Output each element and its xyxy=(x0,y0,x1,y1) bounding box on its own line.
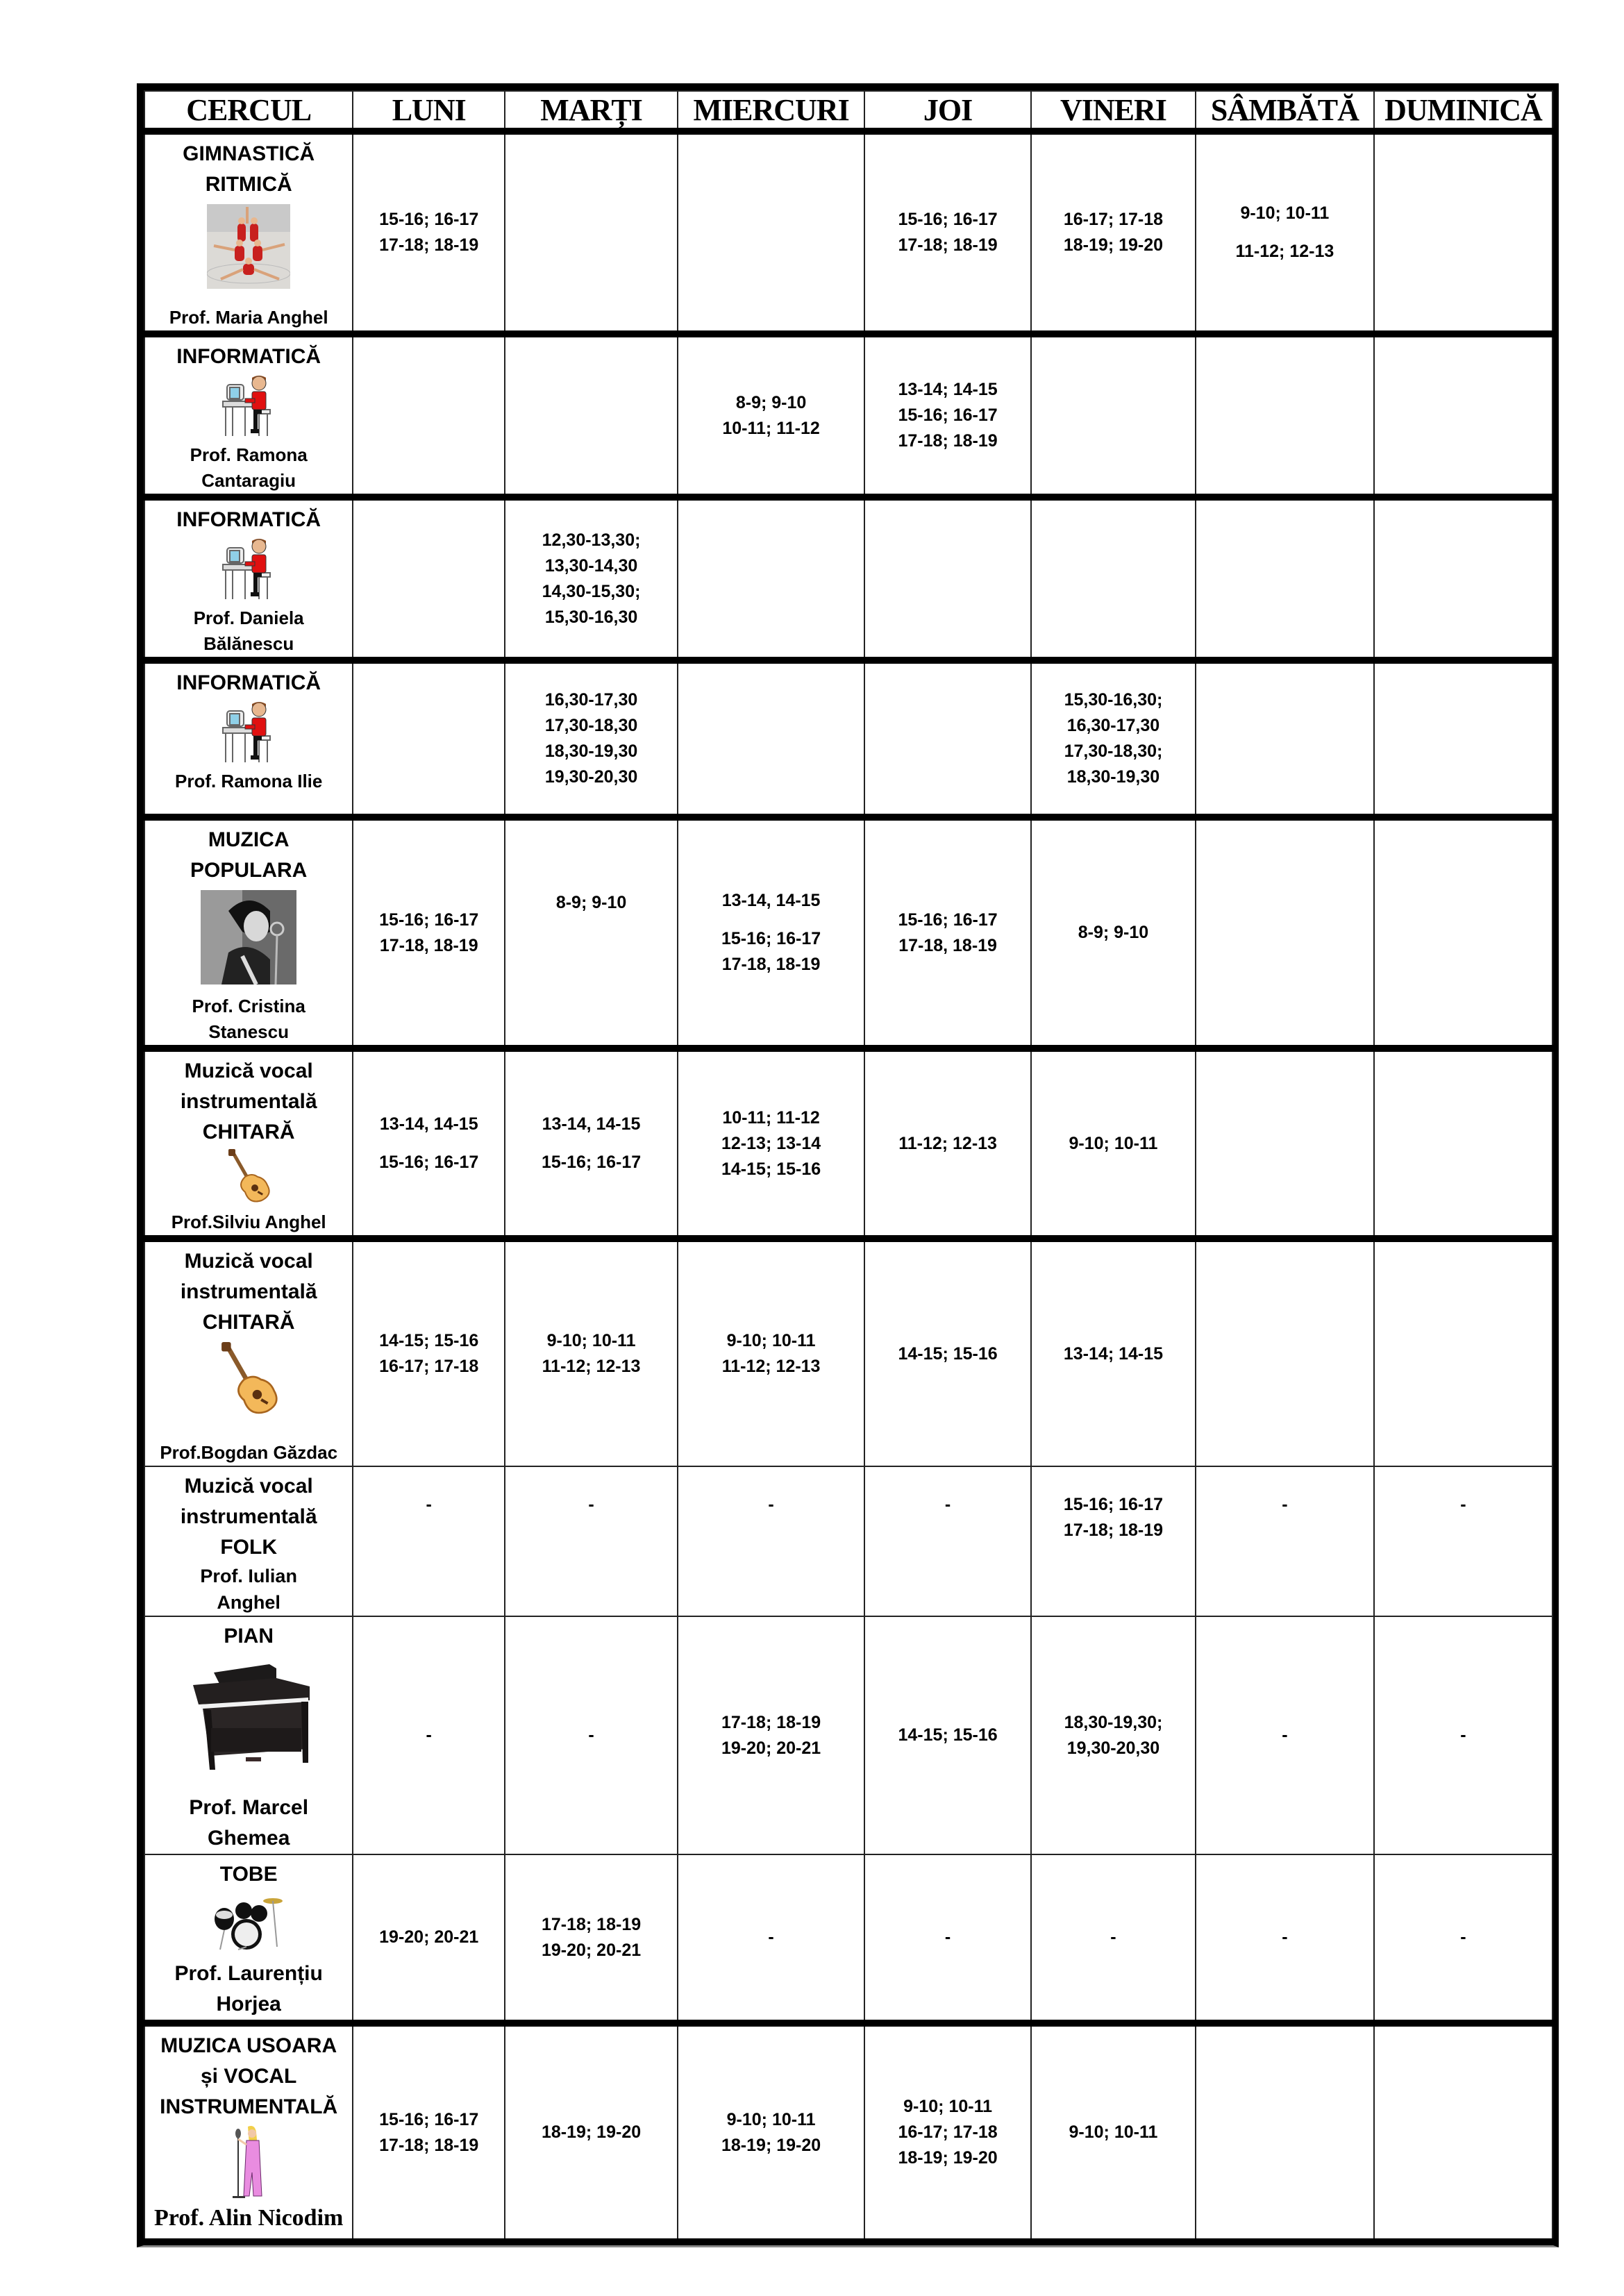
time-slot: 16-17; 17-18 xyxy=(1063,210,1164,229)
time-slot: 9-10; 10-11 xyxy=(726,1331,816,1350)
time-slot: 19-20; 20-21 xyxy=(541,1940,642,1960)
circle-cell xyxy=(144,334,353,497)
time-slot: 15-16; 16-17 xyxy=(379,910,479,930)
circle-title: instrumentală xyxy=(180,1090,317,1113)
slot-cell-duminica xyxy=(1374,1854,1552,2023)
time-slot: - xyxy=(588,1495,594,1514)
gymnastics-photo xyxy=(145,204,352,292)
guitar-icon xyxy=(145,1149,352,1208)
circle-cell xyxy=(144,2023,353,2242)
slot-cell-sambata xyxy=(1196,1466,1374,1616)
drums-photo xyxy=(145,1891,352,1957)
time-slot: 17,30-18,30; xyxy=(1064,741,1163,761)
circle-title: Muzică vocal xyxy=(184,1059,313,1082)
time-slot: - xyxy=(426,1495,432,1514)
time-slot: 13-14, 14-15 xyxy=(542,1114,641,1134)
professor-name: Stanescu xyxy=(208,1021,289,1042)
circle-title: CHITARĂ xyxy=(202,1311,295,1334)
slot-cell-duminica xyxy=(1374,1048,1552,1239)
slot-cell-miercuri xyxy=(678,660,864,817)
schedule-sheet xyxy=(137,83,1559,2247)
slot-cell-duminica xyxy=(1374,2023,1552,2242)
slot-cell-sambata xyxy=(1196,1048,1374,1239)
time-slot: 18-19; 19-20 xyxy=(541,2122,642,2142)
time-slot: 15-16; 16-17 xyxy=(541,1153,642,1172)
circle-cell xyxy=(144,1466,353,1616)
circle-title: Muzică vocal xyxy=(184,1475,313,1498)
time-slot: - xyxy=(1110,1927,1116,1947)
slot-cell-marti xyxy=(505,1048,678,1239)
slot-cell-miercuri xyxy=(678,1048,864,1239)
time-slot: 17-18; 18-19 xyxy=(898,235,998,255)
time-slot: 11-12; 12-13 xyxy=(1235,242,1334,261)
schedule-row xyxy=(144,1048,1552,1239)
slot-cell-miercuri xyxy=(678,334,864,497)
time-slot: - xyxy=(944,1927,951,1947)
slot-cell-luni xyxy=(353,660,505,817)
time-slot: 16,30-17,30 xyxy=(544,690,638,710)
schedule-row xyxy=(144,660,1552,817)
slot-cell-vineri xyxy=(1031,497,1196,660)
time-slot: 18-19; 19-20 xyxy=(898,2148,998,2168)
slot-cell-miercuri xyxy=(678,131,864,334)
time-slot: 8-9; 9-10 xyxy=(735,392,807,412)
time-slot: 12,30-13,30; xyxy=(542,530,641,550)
time-slot: 9-10; 10-11 xyxy=(1069,1133,1158,1153)
circle-title: INSTRUMENTALĂ xyxy=(160,2095,338,2118)
time-slot: 8-9; 9-10 xyxy=(1078,923,1149,942)
singer-microphone-icon xyxy=(145,2124,352,2204)
slot-cell-duminica xyxy=(1374,1466,1552,1616)
slot-cell-duminica xyxy=(1374,131,1552,334)
slot-cell-marti xyxy=(505,131,678,334)
circle-title: Muzică vocal xyxy=(184,1250,313,1273)
time-slot: - xyxy=(1282,1927,1288,1947)
slot-cell-vineri xyxy=(1031,817,1196,1048)
professor-name: Horjea xyxy=(216,1993,281,2016)
slot-cell-vineri xyxy=(1031,131,1196,334)
header-miercuri: MIERCURI xyxy=(678,91,864,131)
time-slot: 9-10; 10-11 xyxy=(546,1331,636,1350)
slot-cell-duminica xyxy=(1374,660,1552,817)
slot-cell-duminica xyxy=(1374,497,1552,660)
slot-cell-luni xyxy=(353,1616,505,1854)
time-slot: 15-16; 16-17 xyxy=(898,405,998,425)
schedule-row xyxy=(144,131,1552,334)
slot-cell-luni xyxy=(353,497,505,660)
slot-cell-marti xyxy=(505,1466,678,1616)
header-luni: LUNI xyxy=(353,91,505,131)
time-slot: 18-19; 19-20 xyxy=(1063,235,1164,255)
professor-name: Prof. Alin Nicodim xyxy=(154,2205,344,2231)
time-slot: 13-14, 14-15 xyxy=(379,1114,478,1134)
slot-cell-joi xyxy=(864,497,1031,660)
circle-title: GIMNASTICĂ xyxy=(183,142,315,165)
circle-cell xyxy=(144,660,353,817)
header-sambata: SÂMBĂTĂ xyxy=(1196,91,1374,131)
time-slot: 14-15; 15-16 xyxy=(379,1331,479,1350)
time-slot: - xyxy=(768,1927,774,1947)
time-slot: 15-16; 16-17 xyxy=(721,929,821,948)
professor-name: Prof. Ramona Ilie xyxy=(174,771,323,791)
slot-cell-luni xyxy=(353,1048,505,1239)
time-slot: 15-16; 16-17 xyxy=(379,210,479,229)
slot-cell-joi xyxy=(864,817,1031,1048)
slot-cell-sambata xyxy=(1196,1616,1374,1854)
time-slot: 15-16; 16-17 xyxy=(898,210,998,229)
time-slot: 18,30-19,30 xyxy=(1066,767,1160,787)
time-slot: 11-12; 12-13 xyxy=(898,1133,997,1153)
schedule-row xyxy=(144,334,1552,497)
slot-cell-marti xyxy=(505,1854,678,2023)
time-slot: 16-17; 17-18 xyxy=(898,2122,998,2142)
slot-cell-joi xyxy=(864,660,1031,817)
schedule-row xyxy=(144,1466,1552,1616)
schedule-row xyxy=(144,1239,1552,1466)
slot-cell-marti xyxy=(505,1616,678,1854)
computer-user-icon xyxy=(145,374,352,441)
slot-cell-joi xyxy=(864,1616,1031,1854)
slot-cell-luni xyxy=(353,334,505,497)
circle-cell xyxy=(144,1048,353,1239)
circle-title: INFORMATICĂ xyxy=(176,508,321,531)
circle-title: POPULARA xyxy=(190,859,308,882)
schedule-row xyxy=(144,1616,1552,1854)
slot-cell-marti xyxy=(505,660,678,817)
circle-title: instrumentală xyxy=(180,1505,317,1528)
time-slot: 8-9; 9-10 xyxy=(555,893,627,912)
circle-title: MUZICA USOARA xyxy=(160,2034,337,2057)
time-slot: 18,30-19,30; xyxy=(1064,1712,1163,1732)
time-slot: 18,30-19,30 xyxy=(544,741,638,761)
slot-cell-joi xyxy=(864,1048,1031,1239)
time-slot: 10-11; 11-12 xyxy=(722,418,820,438)
time-slot: - xyxy=(1460,1725,1466,1745)
slot-cell-vineri xyxy=(1031,334,1196,497)
professor-name: Prof. Ramona xyxy=(190,444,308,465)
circle-title: CHITARĂ xyxy=(202,1121,295,1143)
slot-cell-miercuri xyxy=(678,1239,864,1466)
time-slot: 15,30-16,30 xyxy=(544,607,638,627)
circle-title: instrumentală xyxy=(180,1280,317,1303)
professor-name: Prof.Bogdan Găzdac xyxy=(160,1442,338,1463)
slot-cell-sambata xyxy=(1196,497,1374,660)
slot-cell-sambata xyxy=(1196,1239,1374,1466)
time-slot: 17-18; 18-19 xyxy=(379,2135,479,2155)
time-slot: - xyxy=(944,1495,951,1514)
circle-cell xyxy=(144,817,353,1048)
slot-cell-luni xyxy=(353,1466,505,1616)
slot-cell-vineri xyxy=(1031,1616,1196,1854)
professor-name: Prof. Laurențiu xyxy=(174,1962,323,1985)
computer-user-icon xyxy=(145,700,352,767)
time-slot: 14,30-15,30; xyxy=(542,581,641,601)
time-slot: 17-18, 18-19 xyxy=(379,935,478,955)
schedule-table xyxy=(144,90,1553,2245)
header-row xyxy=(144,91,1552,131)
time-slot: 13,30-14,30 xyxy=(544,555,638,576)
time-slot: 9-10; 10-11 xyxy=(1240,203,1330,223)
slot-cell-sambata xyxy=(1196,1854,1374,2023)
time-slot: 19,30-20,30 xyxy=(544,767,638,787)
professor-name: Cantaragiu xyxy=(201,470,296,491)
time-slot: 17-18; 18-19 xyxy=(1063,1520,1164,1540)
time-slot: 17-18; 18-19 xyxy=(898,431,998,451)
slot-cell-duminica xyxy=(1374,1239,1552,1466)
header-vineri: VINERI xyxy=(1031,91,1196,131)
slot-cell-duminica xyxy=(1374,817,1552,1048)
slot-cell-marti xyxy=(505,2023,678,2242)
slot-cell-marti xyxy=(505,334,678,497)
circle-cell xyxy=(144,1616,353,1854)
schedule-row xyxy=(144,497,1552,660)
circle-title: TOBE xyxy=(219,1863,278,1886)
time-slot: 15-16; 16-17 xyxy=(379,2109,479,2129)
slot-cell-vineri xyxy=(1031,1239,1196,1466)
header-marti: MARȚI xyxy=(505,91,678,131)
circle-title: și VOCAL xyxy=(201,2065,297,2088)
slot-cell-luni xyxy=(353,1854,505,2023)
schedule-row xyxy=(144,817,1552,1048)
slot-cell-miercuri xyxy=(678,1616,864,1854)
time-slot: 19-20; 20-21 xyxy=(379,1927,479,1947)
time-slot: 11-12; 12-13 xyxy=(542,1357,641,1376)
time-slot: - xyxy=(768,1495,774,1514)
circle-title: MUZICA xyxy=(208,828,290,851)
slot-cell-sambata xyxy=(1196,131,1374,334)
circle-title: PIAN xyxy=(224,1625,274,1648)
slot-cell-joi xyxy=(864,131,1031,334)
time-slot: 9-10; 10-11 xyxy=(1069,2122,1158,2142)
slot-cell-sambata xyxy=(1196,817,1374,1048)
slot-cell-luni xyxy=(353,131,505,334)
time-slot: - xyxy=(1460,1495,1466,1514)
slot-cell-miercuri xyxy=(678,1854,864,2023)
time-slot: 11-12; 12-13 xyxy=(721,1357,821,1376)
slot-cell-miercuri xyxy=(678,817,864,1048)
time-slot: 15,30-16,30; xyxy=(1064,690,1163,710)
time-slot: 17-18; 18-19 xyxy=(379,235,479,255)
time-slot: - xyxy=(588,1725,594,1745)
circle-title: FOLK xyxy=(220,1536,277,1559)
slot-cell-vineri xyxy=(1031,660,1196,817)
piano-photo xyxy=(145,1659,352,1780)
professor-name: Prof. Cristina xyxy=(192,996,305,1016)
professor-name: Prof. Daniela xyxy=(193,607,304,628)
time-slot: 17-18, 18-19 xyxy=(898,935,997,955)
slot-cell-luni xyxy=(353,817,505,1048)
singer-photo xyxy=(145,890,352,988)
slot-cell-luni xyxy=(353,1239,505,1466)
professor-name: Prof.Silviu Anghel xyxy=(171,1212,326,1232)
time-slot: 17-18; 18-19 xyxy=(721,1712,821,1732)
circle-title: INFORMATICĂ xyxy=(176,345,321,368)
circle-cell xyxy=(144,497,353,660)
circle-cell xyxy=(144,131,353,334)
time-slot: 10-11; 11-12 xyxy=(722,1107,820,1128)
time-slot: 19,30-20,30 xyxy=(1066,1738,1160,1758)
professor-name: Prof. Iulian xyxy=(200,1566,297,1586)
header-cercul: CERCUL xyxy=(144,91,353,131)
time-slot: 16-17; 17-18 xyxy=(379,1357,479,1376)
time-slot: 18-19; 19-20 xyxy=(721,2135,821,2155)
slot-cell-duminica xyxy=(1374,334,1552,497)
time-slot: 15-16; 16-17 xyxy=(898,910,998,930)
circle-title: INFORMATICĂ xyxy=(176,671,321,694)
time-slot: 14-15; 15-16 xyxy=(898,1725,998,1745)
slot-cell-vineri xyxy=(1031,1466,1196,1616)
time-slot: 14-15; 15-16 xyxy=(721,1159,821,1179)
professor-name: Prof. Marcel xyxy=(189,1796,309,1819)
slot-cell-sambata xyxy=(1196,660,1374,817)
slot-cell-sambata xyxy=(1196,334,1374,497)
time-slot: 12-13; 13-14 xyxy=(721,1133,821,1153)
time-slot: - xyxy=(426,1725,432,1745)
time-slot: 14-15; 15-16 xyxy=(898,1343,998,1364)
professor-name: Prof. Maria Anghel xyxy=(169,307,328,328)
circle-cell xyxy=(144,1239,353,1466)
header-joi: JOI xyxy=(864,91,1031,131)
slot-cell-miercuri xyxy=(678,1466,864,1616)
time-slot: 13-14, 14-15 xyxy=(721,891,821,910)
slot-cell-joi xyxy=(864,1854,1031,2023)
slot-cell-luni xyxy=(353,2023,505,2242)
time-slot: 13-14; 14-15 xyxy=(1063,1343,1164,1364)
professor-name: Anghel xyxy=(217,1592,281,1613)
time-slot: 17-18; 18-19 xyxy=(541,1914,642,1934)
time-slot: 15-16; 16-17 xyxy=(379,1153,479,1172)
time-slot: - xyxy=(1282,1725,1288,1745)
slot-cell-miercuri xyxy=(678,497,864,660)
slot-cell-marti xyxy=(505,497,678,660)
slot-cell-vineri xyxy=(1031,2023,1196,2242)
time-slot: 15-16; 16-17 xyxy=(1063,1495,1164,1514)
slot-cell-sambata xyxy=(1196,2023,1374,2242)
computer-user-icon xyxy=(145,537,352,604)
header-duminica: DUMINICĂ xyxy=(1374,91,1552,131)
slot-cell-joi xyxy=(864,334,1031,497)
time-slot: 9-10; 10-11 xyxy=(903,2097,993,2116)
slot-cell-vineri xyxy=(1031,1048,1196,1239)
guitar-icon xyxy=(145,1342,352,1421)
slot-cell-marti xyxy=(505,817,678,1048)
schedule-row xyxy=(144,2023,1552,2242)
slot-cell-vineri xyxy=(1031,1854,1196,2023)
slot-cell-joi xyxy=(864,2023,1031,2242)
slot-cell-joi xyxy=(864,1239,1031,1466)
time-slot: - xyxy=(1282,1495,1288,1514)
time-slot: 9-10; 10-11 xyxy=(726,2109,816,2129)
slot-cell-miercuri xyxy=(678,2023,864,2242)
time-slot: 17,30-18,30 xyxy=(544,716,638,735)
professor-name: Ghemea xyxy=(207,1827,290,1850)
time-slot: 17-18, 18-19 xyxy=(721,955,821,974)
slot-cell-duminica xyxy=(1374,1616,1552,1854)
time-slot: - xyxy=(1460,1927,1466,1947)
time-slot: 19-20; 20-21 xyxy=(721,1738,821,1758)
schedule-row xyxy=(144,1854,1552,2023)
slot-cell-joi xyxy=(864,1466,1031,1616)
time-slot: 16,30-17,30 xyxy=(1066,716,1160,735)
circle-title: RITMICĂ xyxy=(205,173,292,196)
professor-name: Bălănescu xyxy=(203,633,294,654)
slot-cell-marti xyxy=(505,1239,678,1466)
time-slot: 13-14; 14-15 xyxy=(898,380,998,399)
circle-cell xyxy=(144,1854,353,2023)
